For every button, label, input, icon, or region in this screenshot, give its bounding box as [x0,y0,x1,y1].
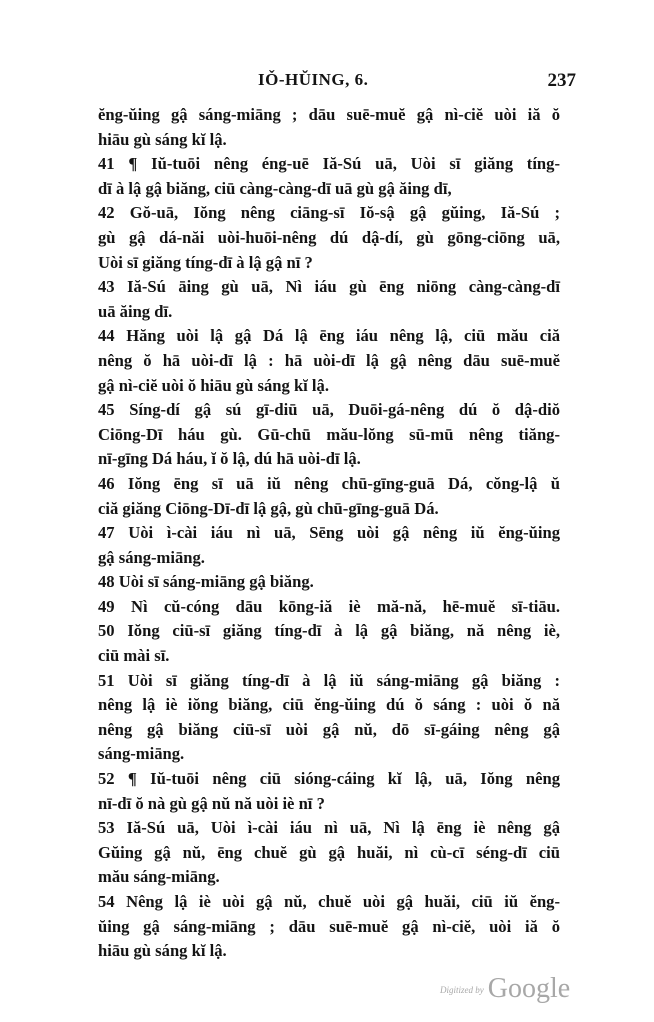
text-line: 50 Iŏng ciū-sī giăng tíng-dī à lậ gậ biăng, nă nêng iè, [98,621,560,641]
text-line: gậ sáng-miāng. [98,547,205,567]
text-line: 48 Uòi sī sáng-miāng gậ biăng. [98,572,314,592]
text-line: 47 Uòi ì-cài iáu nì uā, Sēng uòi gậ nêng iŭ ĕng-ŭing [98,523,560,543]
body-text [98,103,560,964]
text-line: ciū mài sī. [98,646,170,666]
page-number: 237 [547,70,576,91]
text-line: 43 Iă-Sú āing gù uā, Nì iáu gù ēng niōng càng-càng-dī [98,277,560,297]
text-line: 53 Iă-Sú uā, Uòi ì-cài iáu nì uā, Nì lậ ēng iè nêng gậ [98,818,560,838]
text-line: 52 ¶ Iŭ-tuōi nêng ciū sióng-cáing kĭ lậ, uā, Iŏng nêng [98,769,560,789]
text-line: Gŭing gậ nŭ, ēng chuĕ gù gậ huăi, nì cù-cī séng-dī ciū [98,842,560,862]
text-line: Ciōng-Dī háu gù. Gū-chū mău-lŏng sū-mū nêng tiăng- [98,424,560,444]
running-head [98,70,576,96]
text-line: 41 ¶ Iŭ-tuōi nêng éng-uē Iă-Sú uā, Uòi sī giăng tíng- [98,154,560,174]
text-line: 42 Gŏ-uā, Iŏng nêng ciāng-sī Iŏ-sậ gậ gŭing, Iă-Sú ; [98,203,560,223]
text-line: 54 Nêng lậ iè uòi gậ nŭ, chuĕ uòi gậ huăi, ciū iŭ ĕng- [98,892,560,911]
running-title: IǑ-HŬING, 6. [258,70,369,89]
text-line: Uòi sī giăng tíng-dī à lậ gậ nī ? [98,252,313,272]
text-line: 46 Iŏng ēng sī uā iŭ nêng chū-gīng-guā Dá, cŏng-lậ ŭ [98,473,560,493]
text-line: uā ăing dī. [98,301,173,321]
text-line: hiāu gù sáng kĭ lậ. [98,941,227,961]
text-line: mău sáng-miāng. [98,867,220,887]
text-line: sáng-miāng. [98,744,185,764]
text-line: nī-dī ŏ nà gù gậ nŭ nă uòi iè nī ? [98,793,325,813]
text-line: nī-gīng Dá háu, ĭ ŏ lậ, dú hā uòi-dī lậ. [98,449,361,469]
text-line: 44 Hăng uòi lậ gậ Dá lậ ēng iáu nêng lậ, ciū mău ciă [98,326,560,346]
text-line: 51 Uòi sī giăng tíng-dī à lậ iŭ sáng-miāng gậ biăng : [98,670,560,690]
text-line: nêng lậ iè iŏng biăng, ciū ĕng-ŭing dú ŏ sáng : uòi ŏ nă [98,695,560,715]
google-logo: Google [487,973,571,1004]
text-line: gù gậ dá-năi uòi-huōi-nêng dú dậ-dí, gù gōng-ciōng uā, [98,227,560,247]
text-line: gậ nì-ciĕ uòi ŏ hiāu gù sáng kĭ lậ. [98,375,329,395]
text-line: ciă giăng Ciōng-Dī-dī lậ gậ, gù chū-gīng-guā Dá. [98,498,439,518]
text-line: hiāu gù sáng kĭ lậ. [98,129,227,149]
text-line: 45 Síng-dí gậ sú gī-diū uā, Duōi-gá-nêng dú ŏ dậ-diŏ [98,400,560,420]
text-line: dī à lậ gậ biăng, ciū càng-càng-dī uā gù gậ ăing dī, [98,178,452,198]
digitized-by-google-watermark [440,973,570,1005]
text-line: ĕng-ŭing gậ sáng-miāng ; dāu suē-muĕ gậ nì-ciĕ uòi iă ŏ [98,105,560,124]
text-line: nêng ŏ hā uòi-dī lậ : hā uòi-dī lậ gậ nêng dāu suē-muĕ [98,350,560,370]
text-line: ŭing gậ sáng-miāng ; dāu suē-muĕ gậ nì-ciĕ, uòi iă ŏ [98,916,560,936]
text-line: nêng gậ biăng ciū-sī uòi gậ nŭ, dō sī-gáing nêng gậ [98,719,560,739]
text-line: 49 Nì cŭ-cóng dāu kōng-iă iè mă-nă, hē-muĕ sī-tiāu. [98,596,560,616]
digitized-by-label: Digitized by [440,985,484,995]
